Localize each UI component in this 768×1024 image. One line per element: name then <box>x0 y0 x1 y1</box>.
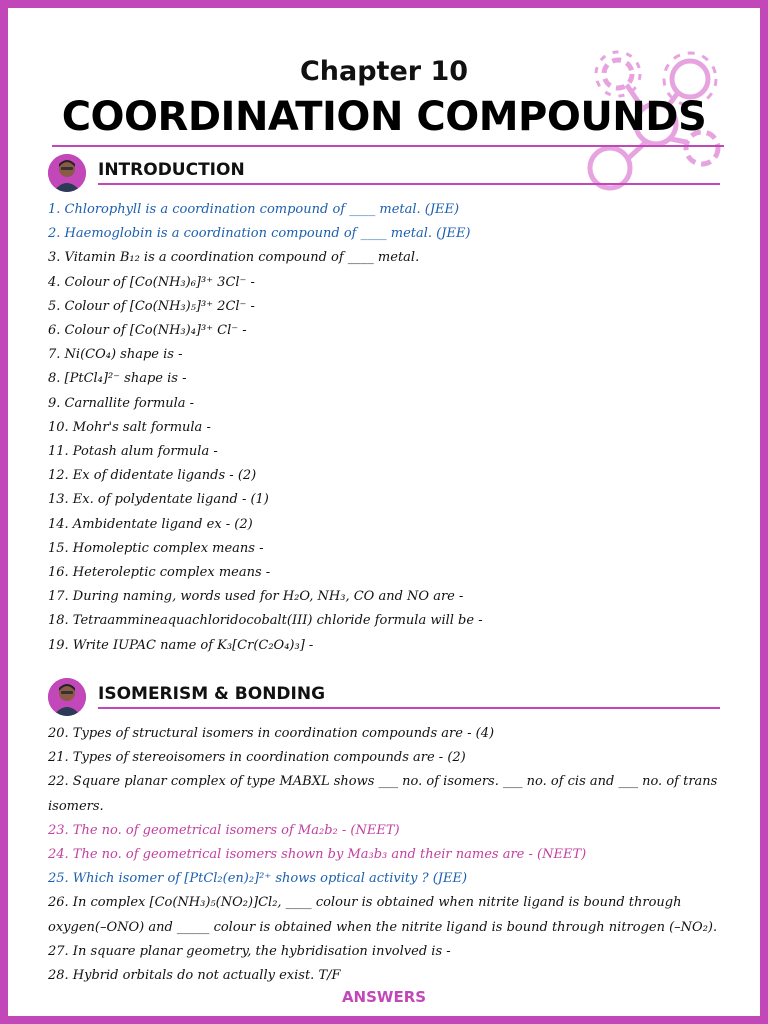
section-header-introduction <box>48 154 720 198</box>
question-item: 8. [PtCl₄]²⁻ shape is - <box>48 371 187 387</box>
question-item: 19. Write IUPAC name of K₃[Cr(C₂O₄)₃] - <box>48 637 314 653</box>
answers-link[interactable]: ANSWERS <box>341 988 427 1006</box>
section-title-isomerism: ISOMERISM & BONDING <box>98 684 326 704</box>
section-divider <box>98 183 720 185</box>
question-item: 20. Types of structural isomers in coordination compounds are - (4) <box>48 726 495 741</box>
section-divider <box>98 707 720 709</box>
question-item: 13. Ex. of polydentate ligand - (1) <box>48 492 269 508</box>
question-item: 3. Vitamin B₁₂ is a coordination compound of ____ metal. <box>48 250 420 266</box>
section-title-introduction: INTRODUCTION <box>98 160 245 180</box>
question-item: 1. Chlorophyll is a coordination compound of ____ metal. (JEE) <box>48 202 460 217</box>
question-item: 2. Haemoglobin is a coordination compound of ____ metal. (JEE) <box>48 226 471 242</box>
question-item: 10. Mohr's salt formula - <box>48 419 211 435</box>
question-item: 21. Types of stereoisomers in coordination compounds are - (2) <box>48 750 466 766</box>
question-item: 12. Ex of didentate ligands - (2) <box>48 468 257 484</box>
question-list-introduction <box>48 198 726 658</box>
question-item: 14. Ambidentate ligand ex - (2) <box>48 516 253 532</box>
question-item: 27. In square planar geometry, the hybridisation involved is - <box>48 943 451 959</box>
question-item: 26. In complex [Co(NH₃)₅(NO₂)]Cl₂, ____ colour is obtained when nitrite ligand is bound through oxygen(–ONO) and _____ colour is obtained when the nitrite ligand is bound through nitrogen (–NO₂). <box>48 895 718 935</box>
question-item: 4. Colour of [Co(NH₃)₆]³⁺ 3Cl⁻ - <box>48 274 255 290</box>
question-item: 16. Heteroleptic complex means - <box>48 565 271 581</box>
question-item: 11. Potash alum formula - <box>48 444 218 460</box>
page-title: COORDINATION COMPOUNDS <box>61 94 707 140</box>
avatar-icon <box>48 154 86 192</box>
question-item: 18. Tetraammineaquachloridocobalt(III) chloride formula will be - <box>48 613 483 629</box>
question-item: 22. Square planar complex of type MABXL shows ___ no. of isomers. ___ no. of cis and ___ no. of trans isomers. <box>48 774 718 814</box>
chapter-number: Chapter 10 <box>299 56 469 87</box>
question-item: 7. Ni(CO₄) shape is - <box>48 347 183 363</box>
question-list-isomerism <box>48 722 726 988</box>
question-item: 6. Colour of [Co(NH₃)₄]³⁺ Cl⁻ - <box>48 323 247 339</box>
question-item: 28. Hybrid orbitals do not actually exist. T/F <box>48 968 341 984</box>
question-item: 24. The no. of geometrical isomers shown by Ma₃b₃ and their names are - (NEET) <box>48 847 587 863</box>
question-item: 25. Which isomer of [PtCl₂(en)₂]²⁺ shows optical activity ? (JEE) <box>48 871 468 887</box>
question-item: 17. During naming, words used for H₂O, NH₃, CO and NO are - <box>48 589 464 605</box>
question-item: 15. Homoleptic complex means - <box>48 540 264 556</box>
question-item: 5. Colour of [Co(NH₃)₅]³⁺ 2Cl⁻ - <box>48 298 255 314</box>
title-divider <box>52 145 724 147</box>
question-item: 9. Carnallite formula - <box>48 395 195 411</box>
question-item: 23. The no. of geometrical isomers of Ma₂b₂ - (NEET) <box>48 822 400 838</box>
section-header-isomerism <box>48 678 720 722</box>
avatar-icon <box>48 678 86 716</box>
